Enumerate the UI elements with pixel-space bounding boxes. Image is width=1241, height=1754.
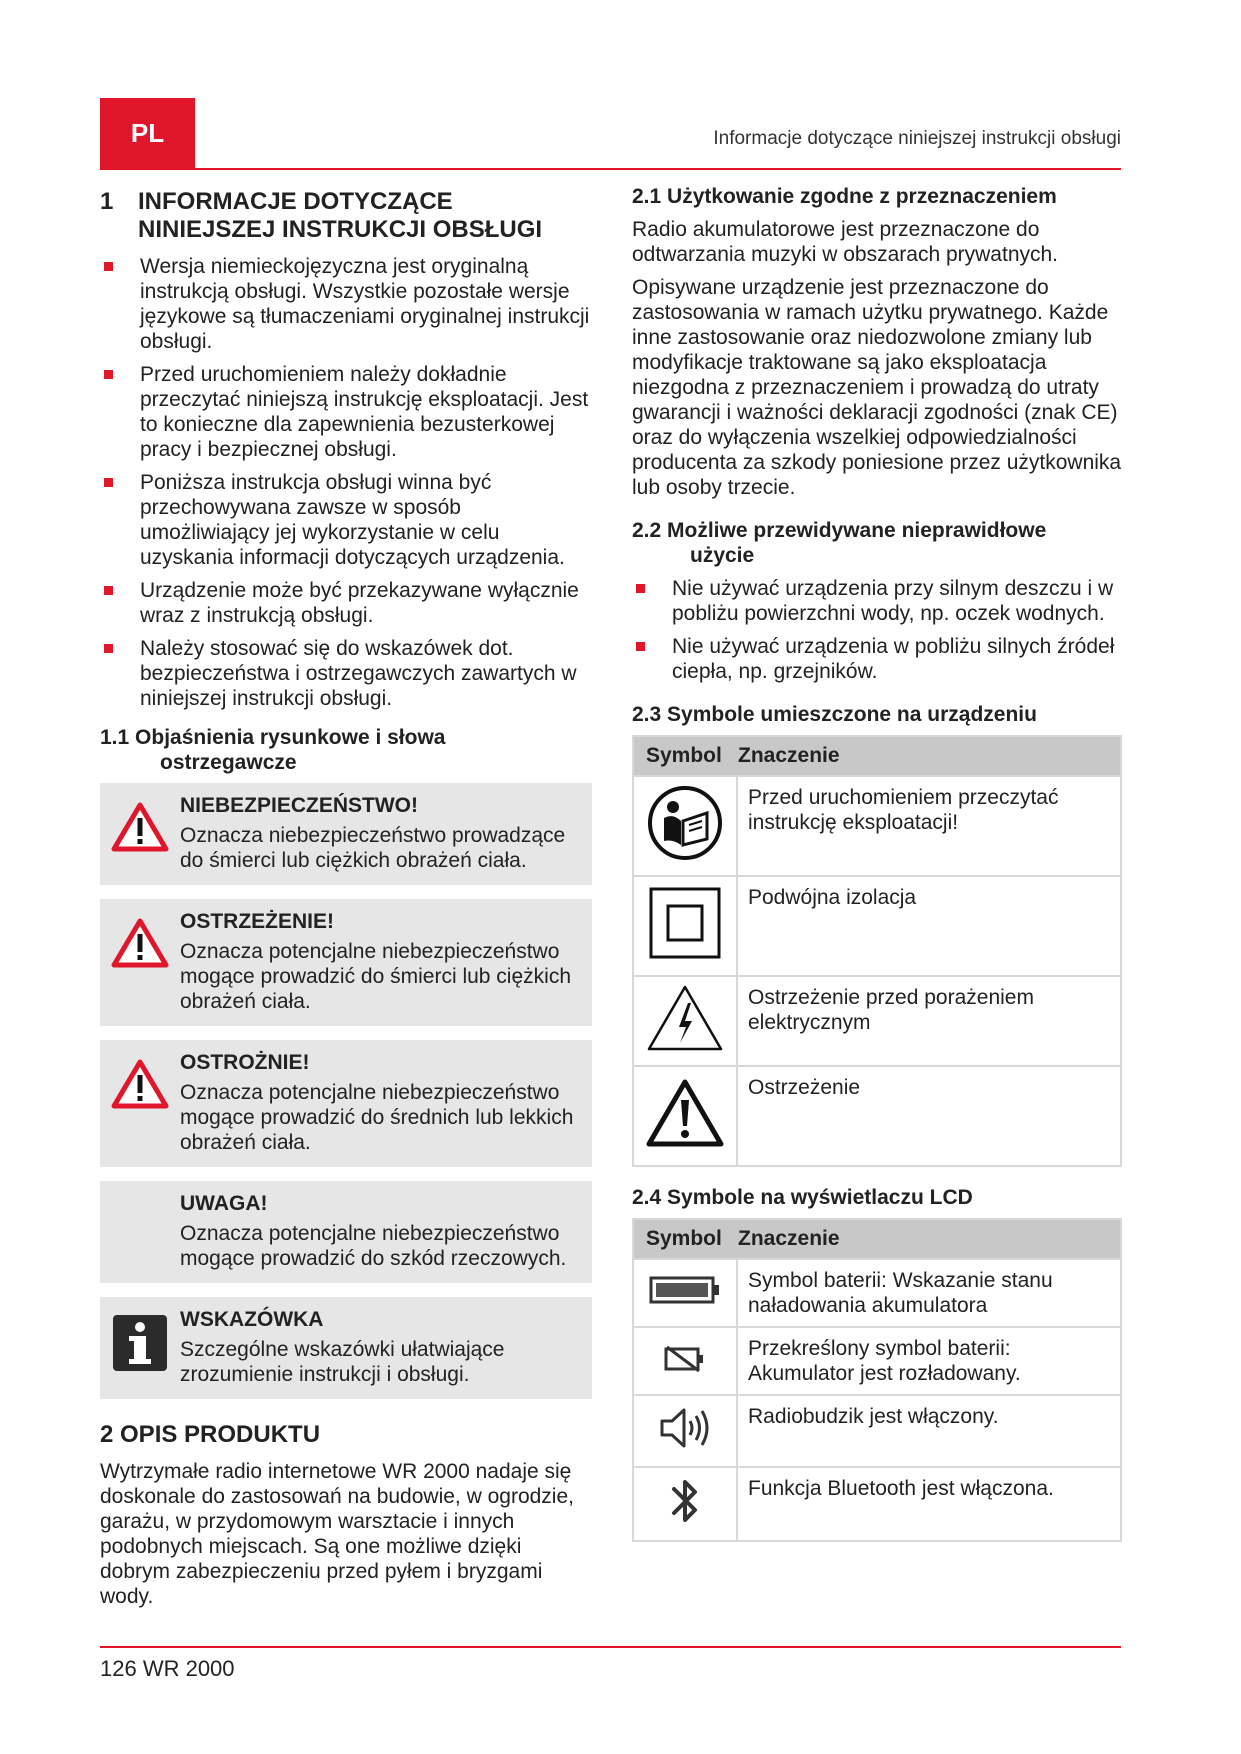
hint-box [100,1297,592,1399]
section-1-1-heading [100,725,592,775]
warning-description: Oznacza niebezpieczeństwo prowadzące do śmierci lub ciężkich obrażeń ciała. [180,824,566,872]
bullet-square-icon [636,584,645,593]
bullet-square-icon [104,586,113,595]
table-row [633,1259,1121,1327]
symbol-meaning: Podwójna izolacja [737,876,1121,976]
alarm-speaker-icon [658,1405,712,1451]
bullet-square-icon [104,262,113,271]
section-title-line1: INFORMACJE DOTYCZĄCE [138,188,453,215]
notice-box [100,1181,592,1283]
language-badge: PL [100,98,195,168]
read-manual-icon [647,785,723,861]
section-title-line1: Objaśnienia rysunkowe i słowa [135,726,446,749]
info-icon [113,1315,167,1371]
warning-description: Szczególne wskazówki ułatwiające zrozumienie instrukcji i obsługi. [180,1338,505,1386]
warning-box [100,899,592,1026]
warning-description: Oznacza potencjalne niebezpieczeństwo mogące prowadzić do średnich lub lekkich obrażeń ciała. [180,1081,574,1154]
section-1-heading [100,188,592,244]
general-warning-icon [646,1078,724,1148]
bullet-square-icon [104,644,113,653]
section-title-line1: 2.2 Możliwe przewidywane nieprawidłowe [632,519,1047,542]
warning-title: OSTROŻNIE! [180,1051,310,1074]
symbol-meaning: Ostrzeżenie przed porażeniem elektrycznym [737,976,1121,1066]
section-1-bullets [100,254,592,711]
electric-shock-warning-icon [646,983,724,1053]
paragraph: Opisywane urządzenie jest przeznaczone do zastosowania w ramach użytku prywatnego. Każde inne zastosowanie oraz niedozwolone zmiany lub modyfikacje traktowane są jako eksploatacja niezgodna z przeznaczeniem i prowadzą do utraty gwarancji i ważności deklaracji zgodności (znak CE) oraz do wyłączenia wszelkiej odpowiedzialności producenta za szkody poniesione przez użytkownika lub osoby trzecie. [632,276,1122,499]
list-item: Urządzenie może być przekazywane wyłącznie wraz z instrukcją obsługi. [100,578,592,628]
table-header-row [633,1219,1121,1259]
list-item: Przed uruchomieniem należy dokładnie przeczytać niniejszą instrukcję eksploatacji. Jest to konieczne dla zapewnienia bezusterkowej pracy i bezpiecznej obsługi. [100,362,592,462]
section-number: 1 [100,188,114,215]
table-row [633,776,1121,876]
section-title-line2: użycie [690,544,755,567]
table-row [633,976,1121,1066]
section-2-2-bullets [632,576,1122,684]
symbol-meaning: Ostrzeżenie [737,1066,1121,1166]
bullet-square-icon [636,642,645,651]
header-rule [100,168,1121,170]
section-title-line2: ostrzegawcze [160,751,297,774]
symbol-meaning: Symbol baterii: Wskazanie stanu naładowania akumulatora [737,1259,1121,1327]
warning-description: Oznacza potencjalne niebezpieczeństwo mogące prowadzić do śmierci lub ciężkich obrażeń ciała. [180,940,571,1013]
double-insulation-icon [648,886,722,960]
bullet-square-icon [104,370,113,379]
list-item: Należy stosować się do wskazówek dot. bezpieczeństwa i ostrzegawczych zawartych w niniejszej instrukcji obsługi. [100,636,592,711]
left-column [100,182,592,1617]
section-2-2-heading [632,518,1122,568]
warning-title: OSTRZEŻENIE! [180,910,335,933]
list-item: Nie używać urządzenia przy silnym deszczu i w pobliżu powierzchni wody, np. oczek wodnych. [632,576,1122,626]
symbol-meaning: Funkcja Bluetooth jest włączona. [737,1467,1121,1541]
section-2-heading: 2 OPIS PRODUKTU [100,1421,321,1448]
symbol-meaning: Przed uruchomieniem przeczytać instrukcję eksploatacji! [737,776,1121,876]
symbol-meaning: Radiobudzik jest włączony. [737,1395,1121,1467]
battery-crossed-icon [663,1341,707,1375]
section-2-3-heading: 2.3 Symbole umieszczone na urządzeniu [632,703,1037,726]
warning-triangle-icon [111,801,169,853]
section-2-body: Wytrzymałe radio internetowe WR 2000 nadaje się doskonale do zastosowań na budowie, w ogrodzie, garażu, w przydomowym warsztacie i innych podobnych miejscach. Są one możliwe dzięki dobrym zabezpieczeniu przed pyłem i bryzgami wody. [100,1460,574,1608]
device-symbols-table [632,735,1122,1167]
bluetooth-icon [668,1474,702,1528]
warning-title: WSKAZÓWKA [180,1308,324,1331]
symbol-meaning: Przekreślony symbol baterii: Akumulator jest rozładowany. [737,1327,1121,1395]
section-2-1-heading: 2.1 Użytkowanie zgodne z przeznaczeniem [632,185,1057,208]
running-header: Informacje dotyczące niniejszej instrukcji obsługi [713,128,1121,149]
footer-rule [100,1646,1121,1648]
section-title-line2: NINIEJSZEJ INSTRUKCJI OBSŁUGI [138,216,543,243]
warning-triangle-icon [111,917,169,969]
table-row [633,1066,1121,1166]
lcd-symbols-table [632,1218,1122,1542]
section-2-4-heading: 2.4 Symbole na wyświetlaczu LCD [632,1186,973,1209]
danger-box [100,783,592,885]
warning-description: Oznacza potencjalne niebezpieczeństwo mogące prowadzić do szkód rzeczowych. [180,1222,567,1270]
page-footer: 126 WR 2000 [100,1656,235,1681]
caution-box [100,1040,592,1167]
section-number: 1.1 [100,726,130,749]
list-item: Nie używać urządzenia w pobliżu silnych źródeł ciepła, np. grzejników. [632,634,1122,684]
bullet-square-icon [104,478,113,487]
table-row [633,1395,1121,1467]
table-header: Symbol Znaczenie [633,1219,1121,1259]
table-row [633,1467,1121,1541]
table-header: Symbol Znaczenie [633,736,1121,776]
warning-triangle-icon [111,1058,169,1110]
table-header-row [633,736,1121,776]
warning-title: UWAGA! [180,1192,268,1215]
list-item: Wersja niemieckojęzyczna jest oryginalną instrukcją obsługi. Wszystkie pozostałe wersje językowe są tłumaczeniami oryginalnej instrukcji obsługi. [100,254,592,354]
table-row [633,1327,1121,1395]
warning-title: NIEBEZPIECZEŃSTWO! [180,794,419,817]
paragraph: Radio akumulatorowe jest przeznaczone do odtwarzania muzyki w obszarach prywatnych. [632,218,1059,266]
right-column [632,182,1122,1552]
list-item: Poniższa instrukcja obsługi winna być przechowywana zawsze w sposób umożliwiający jej wykorzystanie w celu uzyskania informacji dotyczących urządzenia. [100,470,592,570]
battery-icon [649,1275,721,1305]
table-row [633,876,1121,976]
